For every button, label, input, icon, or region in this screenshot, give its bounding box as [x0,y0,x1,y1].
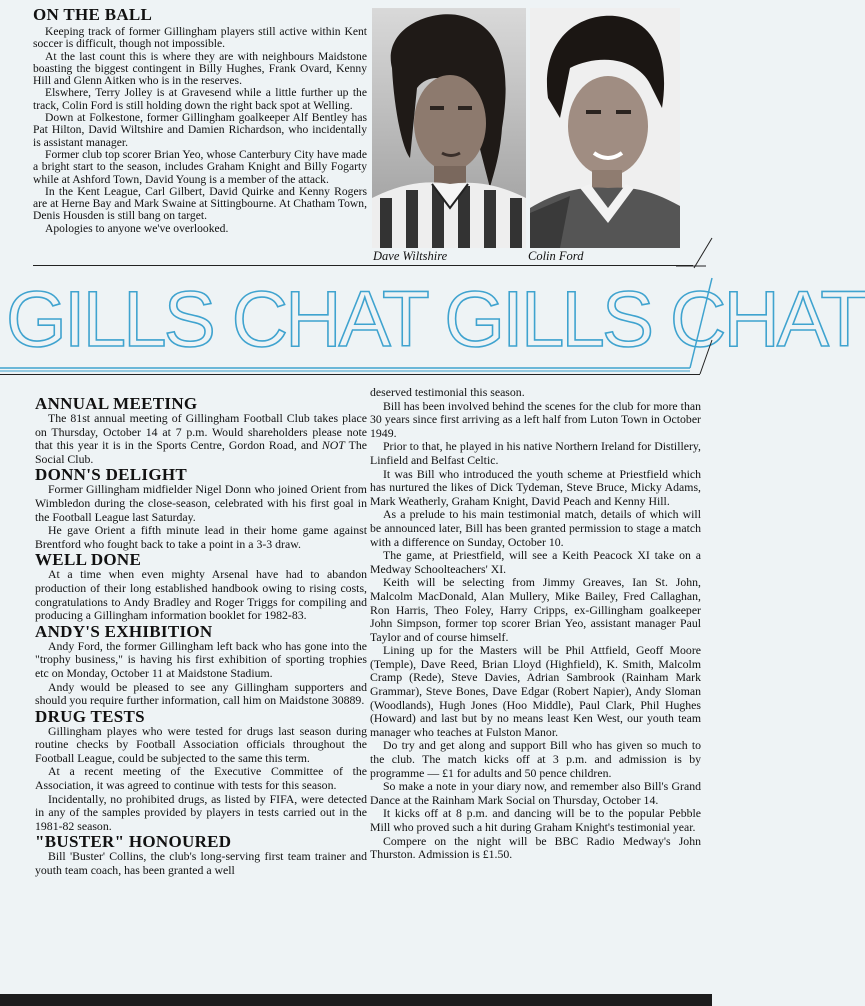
article-paragraph: Prior to that, he played in his native Northern Ireland for Distillery, Linfield and Belfast Celtic. [370,439,701,467]
right-column [370,386,701,862]
annual-meeting-heading: ANNUAL MEETING [35,394,198,413]
dave-wiltshire-photo [372,8,526,248]
article-paragraph: The game, at Priestfield, will see a Keith Peacock XI take on a Medway Schoolteachers' XI. [370,548,701,576]
article-paragraph: deserved testimonial this season. [370,385,525,399]
article-paragraph: It was Bill who introduced the youth scheme at Priestfield which has nurtured the likes of Dick Tydeman, Steve Bruce, Micky Adams, Mark Weatherly, Graham Knight, David Peach and Kenny Hill. [370,466,701,508]
andys-exhibition-heading: ANDY'S EXHIBITION [35,621,213,641]
article-paragraph: Bill 'Buster' Collins, the club's long-serving first team trainer and youth team coach, has been granted a well [35,849,367,878]
article-paragraph: At the last count this is where they are with neighbours Maidstone boasting the biggest contingent in Billy Hughes, Frank Ovard, Kenny Hill and Glenn Aitken who is in the reserves. [33,49,367,88]
left-column [35,395,367,878]
on-the-ball-article [33,6,367,264]
article-paragraph: Apologies to anyone we've overlooked. [45,221,229,235]
article-paragraph: Gillingham playes who were tested for drugs last season during routine checks by Football Association officials throughout the Football League, could be subjected to the same this term. [35,723,367,765]
article-paragraph: Keeping track of former Gillingham players still active within Kent soccer is difficult, though not impossible. [33,25,367,51]
emphasis-text: NOT [321,438,345,453]
article-paragraph: Incidentally, no prohibited drugs, as listed by FIFA, were detected in any of the samples provided by players in tests carried out in the 1981-82 season. [35,791,367,833]
text-span: The Social Club. [35,438,368,466]
article-paragraph: He gave Orient a fifth minute lead in their home game against Brentford who fought back to take a point in a 3-3 draw. [35,523,367,551]
article-paragraph: Bill has been involved behind the scenes for the club for more than 30 years since first arriving as a left half from Luton Town in October 1949. [370,398,701,440]
article-paragraph: Andy Ford, the former Gillingham left back who has gone into the "trophy business," is having his first exhibition of sporting trophies etc on Monday, October 11 at Maidstone Stadium. [35,638,367,680]
article-paragraph: Former club top scorer Brian Yeo, whose Canterbury City have made a bright start to the season, includes Graham Knight and Billy Fogarty while at Ashford Town, David Young is a member of the attack. [33,147,367,186]
article-paragraph: Down at Folkestone, former Gillingham goalkeeper Alf Bentley has Pat Hilton, David Wiltshire and Damien Richardson, who incidentally is assistant manager. [33,111,367,149]
bottom-edge [0,994,712,1006]
article-paragraph: In the Kent League, Carl Gilbert, David Quirke and Kenny Rogers are at Herne Bay and Mark Swaine at Sittingbourne. At Chatham Town, Denis Housden is still bang on target. [33,184,367,223]
article-paragraph: Lining up for the Masters will be Phil Attfield, Geoff Moore (Temple), Dave Reed, Brian Lloyd (Highfield), K. Smith, Malcolm Cramp (Rede), Steve Davies, Adrian Sambrook (Rainham Mark Grammar), Steve Bones, Dave Edgar (Robert Napier), Andy Sloman (Woodlands), Hugh Jones (Hoo Middle), Paul Clark, Phil Hughes (Howard) and last but by no means least Ken West, our youth team manager who teaches at Fulston Manor. [370,643,701,739]
banner-bottom-line [0,374,700,375]
article-paragraph: Do try and get along and support Bill who has given so much to the club. The match kicks off at 3 p.m. and admission is by programme — £1 for adults and 50 pence children. [370,738,701,780]
annual-meeting-text [35,412,367,466]
article-paragraph: Former Gillingham midfielder Nigel Donn who joined Orient from Wimbledon during the close-season, celebrated with his first goal in the Football League last Saturday. [35,482,367,524]
article-paragraph: As a prelude to his main testimonial match, details of which will be announced later, Bill has been granted permission to stage a match with a difference on Sunday, October 10. [370,507,701,549]
gills-chat-title: GILLS CHAT GILLS CHAT [6,274,865,363]
top-divider [33,265,693,266]
article-paragraph: Andy would be pleased to see any Gillingham supporters and should you require further information, call him on Maidstone 30889. [35,679,367,708]
drug-tests-heading: DRUG TESTS [35,706,145,726]
colin-ford-photo [530,8,680,248]
article-paragraph: Keith will be selecting from Jimmy Greaves, Ian St. John, Malcolm MacDonald, Alan Mullery, Mike Bailey, Fred Callaghan, Ron Harris, Theo Foley, Harry Cripps, ex-Gillingham goalkeeper John Simpson, former top scorer Brian Yeo, assistant manager Paul Taylor and of course himself. [370,575,701,644]
article-paragraph: Elswhere, Terry Jolley is at Gravesend while a little further up the track, Colin Ford is still holding down the right back spot at Welling. [33,86,367,112]
well-done-heading: WELL DONE [35,550,142,570]
player-photos [370,8,710,264]
article-paragraph: Compere on the night will be BBC Radio Medway's John Thurston. Admission is £1.50. [370,833,701,862]
article-paragraph: So make a note in your diary now, and remember also Bill's Grand Dance at the Rainham Mark Social on Thursday, October 14. [370,779,701,807]
photo-caption-2: Colin Ford [528,249,584,263]
donns-delight-heading: DONN'S DELIGHT [35,465,188,485]
article-paragraph: At a recent meeting of the Executive Committee of the Association, it was agreed to continue with tests for this season. [35,764,367,793]
article-paragraph: At a time when even mighty Arsenal have had to abandon production of their long established handbook owing to rising costs, congratulations to Andy Bradley and Roger Triggs for compiling and producing a Gillingham information booklet for 1982-83. [35,567,367,623]
text-span: The 81st annual meeting of Gillingham Football Club takes place on Thursday, October 14 at 7 p.m. Would shareholders please note that this year it is in the Sports Centre, Gordon Road, and [35,411,367,453]
article-paragraph: It kicks off at 8 p.m. and dancing will be to the popular Pebble Mill who proved such a hit during Graham Knight's testimonial year. [370,806,701,834]
banner-slash-decoration [682,340,712,380]
photo-caption-1: Dave Wiltshire [373,249,448,263]
buster-honoured-heading: "BUSTER" HONOURED [35,832,232,852]
on-the-ball-title: ON THE BALL [33,5,153,24]
